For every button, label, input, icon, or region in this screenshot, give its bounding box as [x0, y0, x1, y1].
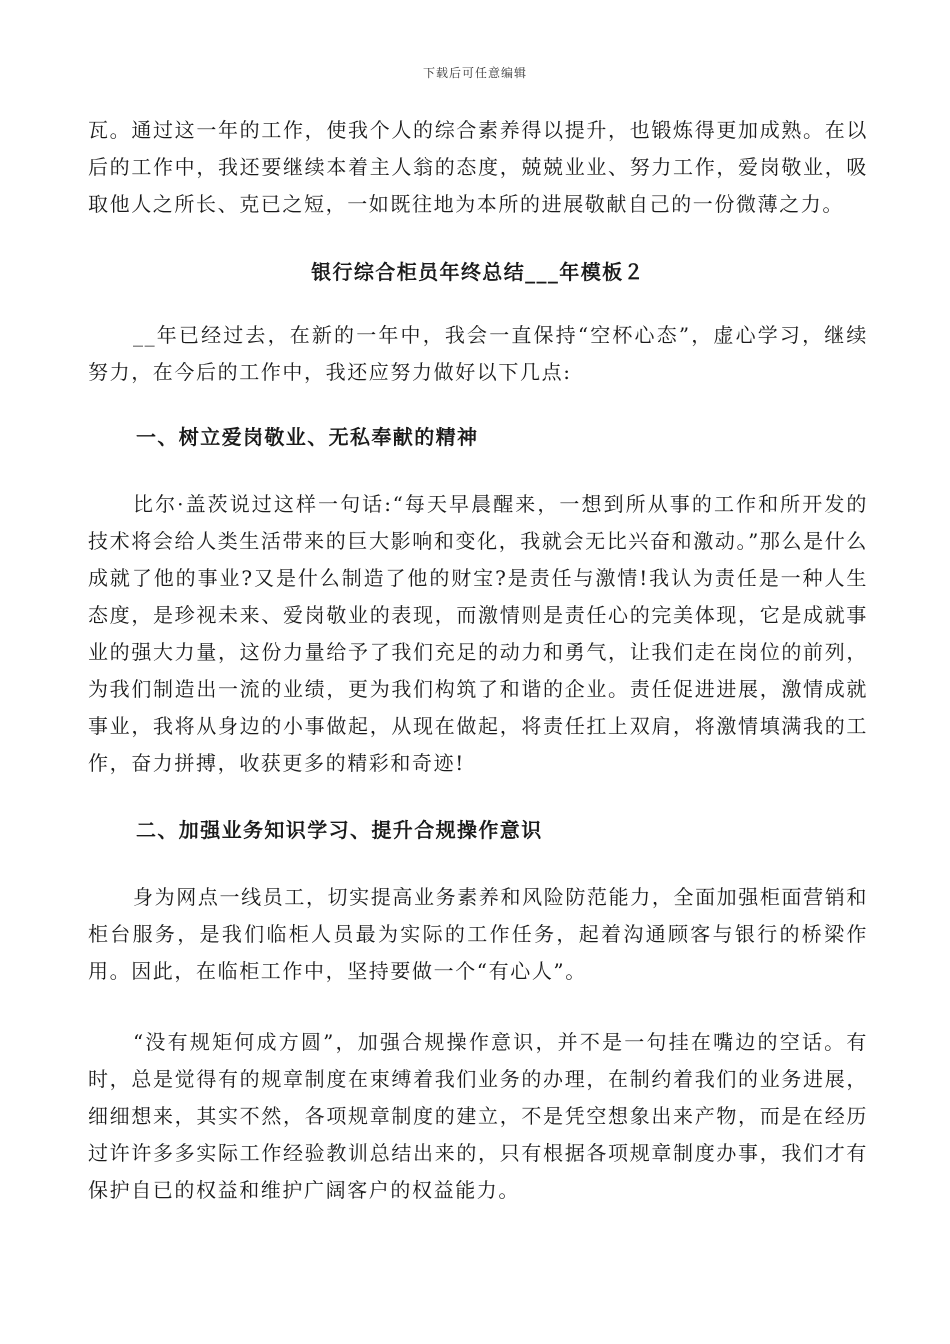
document-body	[88, 112, 868, 1209]
intro-paragraph: 瓦。通过这一年的工作，使我个人的综合素养得以提升，也锻炼得更加成熟。在以后的工作中，我还要继续本着主人翁的态度，兢兢业业、努力工作，爱岗敬业，吸取他人之所长、克已之短，一如既往地为本所的进展敬献自己的一份微薄之力。	[88, 118, 868, 216]
section-1-paragraph: 比尔·盖茨说过这样一句话:“每天早晨醒来，一想到所从事的工作和所开发的技术将会给人类生活带来的巨大影响和变化，我就会无比兴奋和激动。”那么是什么成就了他的事业?又是什么制造了他的财宝?是责任与激情!我认为责任是一种人生态度，是珍视未来、爱岗敬业的表现，而激情则是责任心的完美体现，它是成就事业的强大力量，这份力量给予了我们充足的动力和勇气，让我们走在岗位的前列，为我们制造出一流的业绩，更为我们构筑了和谐的企业。责任促进进展，激情成就事业，我将从身边的小事做起，从现在做起，将责任扛上双肩，将激情填满我的工作，奋力拼搏，收获更多的精彩和奇迹!	[88, 492, 868, 775]
section-heading-2: 二、加强业务知识学习、提升合规操作意识	[136, 818, 543, 842]
section-2-paragraph-2: “没有规矩何成方圆”，加强合规操作意识，并不是一句挂在嘴边的空话。有时，总是觉得有的规章制度在束缚着我们业务的办理，在制约着我们的业务进展，细细想来，其实不然，各项规章制度的建立，不是凭空想象出来产物，而是在经历过许许多多实际工作经验教训总结出来的，只有根据各项规章制度办事，我们才有保护自已的权益和维护广阔客户的权益能力。	[88, 1030, 868, 1202]
document-title: 银行综合柜员年终总结___年模板２	[311, 260, 645, 284]
section-heading-1: 一、树立爱岗敬业、无私奉献的精神	[136, 425, 479, 449]
page-header-note: 下载后可任意编辑	[422, 66, 527, 80]
section-2-paragraph-1: 身为网点一线员工，切实提高业务素养和风险防范能力，全面加强柜面营销和柜台服务，是我们临柜人员最为实际的工作任务，起着沟通顾客与银行的桥梁作用。因此，在临柜工作中，坚持要做一个“有心人”。	[88, 885, 868, 983]
opening-paragraph: __年已经过去，在新的一年中，我会一直保持“空杯心态”，虚心学习，继续努力，在今后的工作中，我还应努力做好以下几点:	[88, 323, 868, 384]
